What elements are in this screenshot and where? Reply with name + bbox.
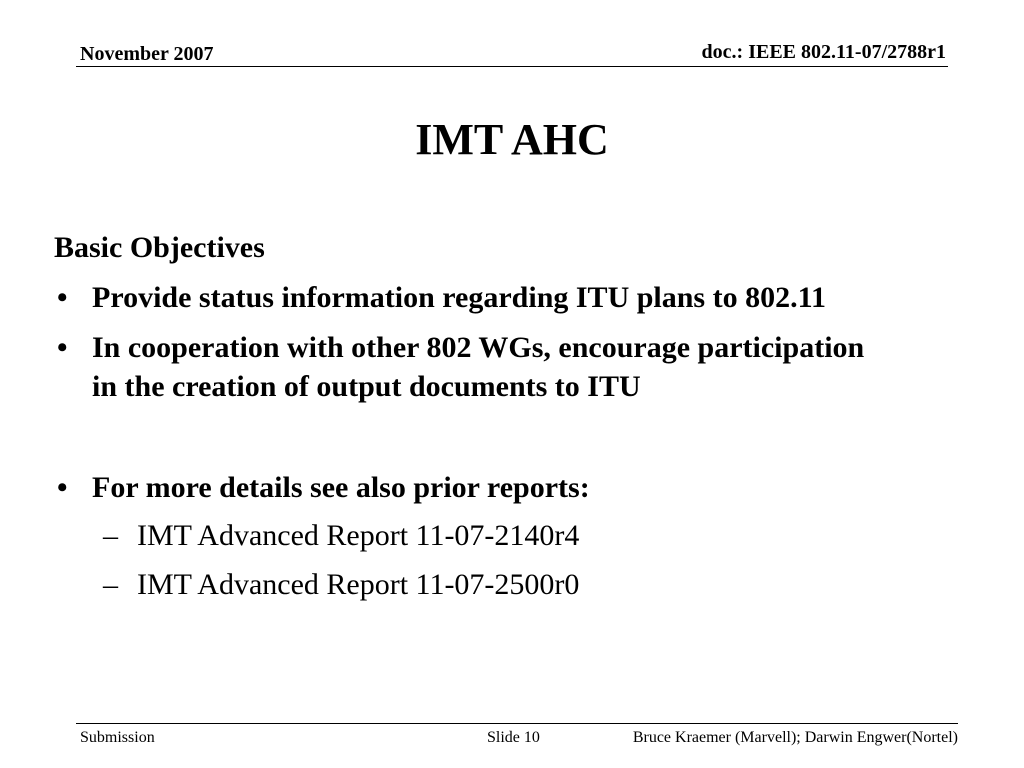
header-document-id: doc.: IEEE 802.11-07/2788r1 (701, 41, 946, 63)
slide-title: IMT AHC (415, 115, 609, 164)
bullet-cooperation-line-2: in the creation of output documents to ITU (92, 370, 641, 403)
bullet-cooperation-line-1: In cooperation with other 802 WGs, encourage participation (92, 331, 865, 364)
sub-bullet-marker: – (103, 568, 118, 601)
footer-divider (76, 723, 958, 724)
bullet-marker: • (57, 331, 68, 364)
bullet-status-info: Provide status information regarding ITU plans to 802.11 (92, 281, 826, 314)
footer-slide-number: Slide 10 (487, 729, 540, 746)
section-heading: Basic Objectives (54, 231, 265, 264)
bullet-marker: • (57, 471, 68, 504)
bullet-prior-reports: For more details see also prior reports: (92, 471, 590, 504)
header-date: November 2007 (80, 43, 214, 65)
footer-authors: Bruce Kraemer (Marvell); Darwin Engwer(Nortel) (632, 729, 958, 746)
sub-bullet-report-2500r0: IMT Advanced Report 11-07-2500r0 (137, 568, 580, 601)
bullet-marker: • (57, 281, 68, 314)
sub-bullet-report-2140r4: IMT Advanced Report 11-07-2140r4 (137, 519, 580, 552)
sub-bullet-marker: – (103, 519, 118, 552)
header-divider (76, 66, 948, 67)
footer-submission: Submission (80, 729, 155, 746)
